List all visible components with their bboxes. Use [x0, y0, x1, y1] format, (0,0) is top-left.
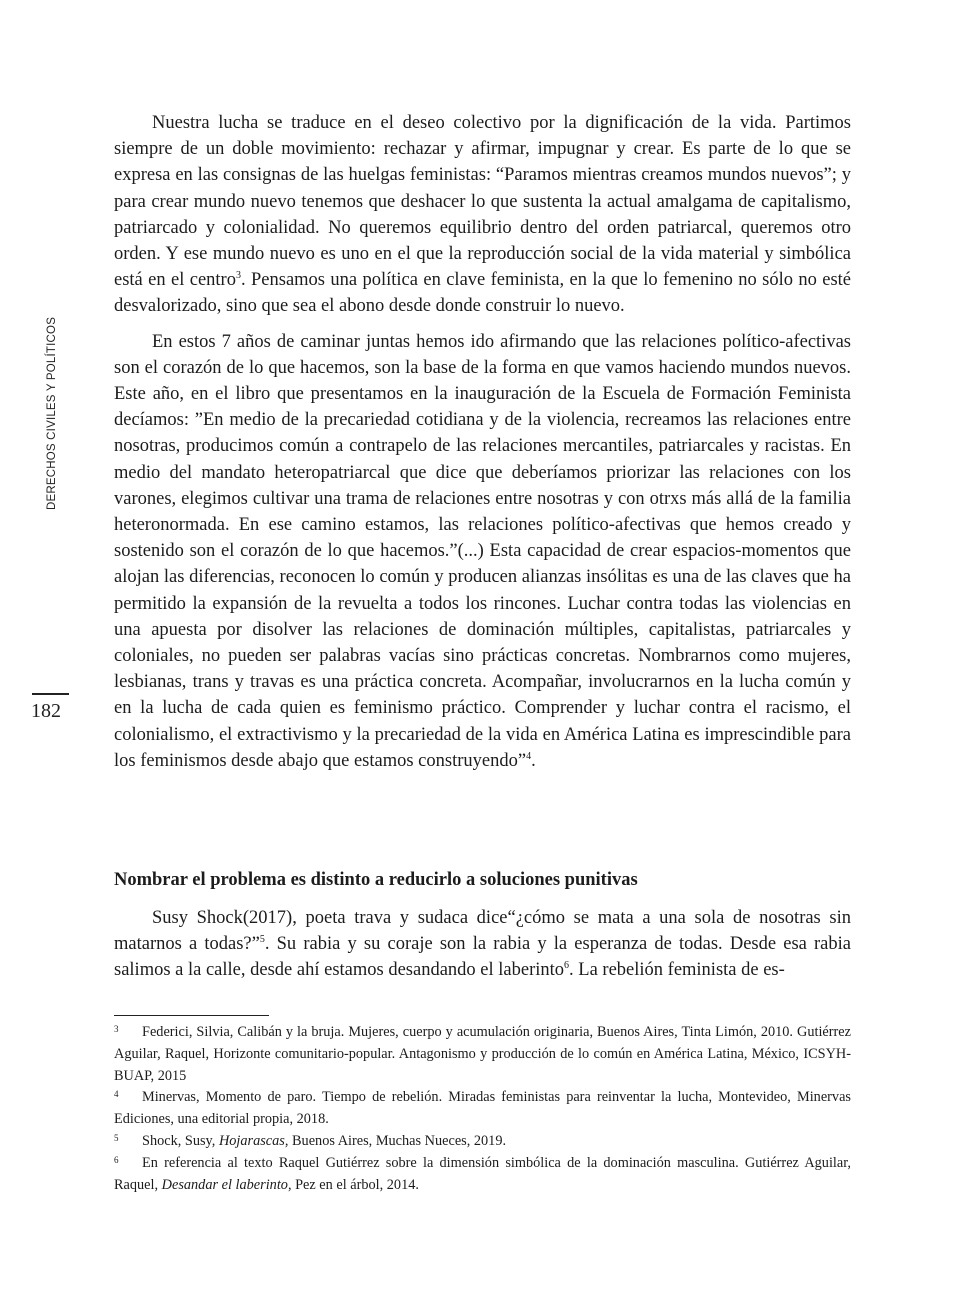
footnote-ref-5[interactable]: 5 — [259, 934, 265, 946]
footnote-text-part: , Pez en el árbol, 2014. — [287, 1176, 419, 1193]
footnote-3 — [114, 1022, 851, 1087]
page-number-rule — [32, 693, 69, 695]
paragraph-text: En estos 7 años de caminar juntas hemos ido afirmando que las relaciones político-afectivas son el corazón de lo que hacemos, son la base de la forma en que vamos haciendo mundos nuevos. Este año, en el libro que presentamos en la inauguración de la Escuela de Formación Feminista decíamos: ”En medio de la precariedad cotidiana y de la violencia, recreamos las relaciones entre nosotras, producimos común a contrapelo de las relaciones mercantiles, patriarcales y racistas. En medio del mandato heteropatriarcal que dice que deberíamos priorizar las relaciones con los varones, elegimos cultivar una trama de relaciones entre nosotras y con otrxs más allá de la familia heteronormada. En ese camino estamos, las relaciones político-afectivas que hemos creado y sostenido son el corazón de lo que hacemos.”(...) Esta capacidad de crear espacios-momentos que alojan las diferencias, reconocen lo común y producen alianzas insólitas es una de las claves que ha permitido la expansión de la revuelta a todos los rincones. Luchar contra todas las violencias en una apuesta por disolver las relaciones de dominación múltiples, capitalistas, patriarcales y coloniales, no pueden ser palabras vacías sino prácticas concretas. Nombrarnos como mujeres, lesbianas, trans y travas es una práctica concreta. Acompañar, involucrarnos en la lucha común y en la lucha de cada quien es feminismo práctico. Comprender y luchar contra el racismo, el colonialismo, el extractivismo y la precariedad de la vida en América Latina es imprescindible para los feminismos desde abajo que estamos construyendo” — [114, 331, 851, 771]
paragraph-text: . Su rabia y su coraje son la rabia y la esperanza de todas. Desde esa rabia salimos a la calle, desde ahí estamos desandando el laberinto — [114, 934, 851, 981]
footnote-6 — [114, 1153, 851, 1197]
page-number: 182 — [31, 700, 61, 722]
footnote-number: 6 — [114, 1154, 119, 1165]
footnote-text-part: , Buenos Aires, Muchas Nueces, 2019. — [284, 1132, 507, 1149]
section-heading: Nombrar el problema es distinto a reducirlo a soluciones punitivas — [114, 870, 638, 890]
footnote-ref-3[interactable]: 3 — [235, 270, 241, 282]
footnote-number: 3 — [114, 1024, 119, 1034]
paragraph-text: . La rebelión feminista de es- — [569, 960, 785, 981]
footnote-ref-6[interactable]: 6 — [564, 960, 570, 972]
footnote-book-title: Desandar el laberinto — [161, 1176, 288, 1193]
paragraph-1 — [114, 110, 851, 320]
body-text-section — [114, 905, 851, 984]
body-text — [114, 110, 851, 774]
paragraph-text: Nuestra lucha se traduce en el deseo colectivo por la dignificación de la vida. Partimos siempre de un doble movimiento: rechazar y afirmar, impugnar y crear. Es parte de lo que se expresa en las consignas de las huelgas feministas: “Paramos mientras creamos mundos nuevos”; y para crear mundo nuevo tenemos que deshacer lo que sustenta la actual amalgama de capitalismo, patriarcado y colonialidad. No queremos equilibrio dentro del orden patriarcal, queremos otro orden. Y ese mundo nuevo es uno en el que la reproducción social de la vida material y simbólica está en el centro — [114, 113, 851, 291]
paragraph-2 — [114, 329, 851, 774]
footnotes — [114, 1022, 851, 1196]
running-head: DERECHOS CIVILES Y POLÍTICOS — [46, 316, 58, 510]
footnote-book-title: Hojarascas — [218, 1132, 285, 1149]
paragraph-text: Susy Shock(2017), poeta trava y sudaca dice“¿cómo se mata a una sola de nosotras sin matarnos a todas?” — [114, 908, 851, 955]
footnote-text — [114, 1131, 851, 1153]
footnote-text: Minervas, Momento de paro. Tiempo de rebelión. Miradas feministas para reinventar la lucha, Montevideo, Minervas Ediciones, una editorial propia, 2018. — [114, 1089, 851, 1128]
footnote-text-part: Shock, Susy, — [142, 1132, 219, 1149]
footnote-separator — [114, 1015, 269, 1016]
footnote-5 — [114, 1131, 851, 1153]
footnote-ref-4[interactable]: 4 — [526, 750, 532, 762]
paragraph-text: . Pensamos una política en clave feminista, en la que lo femenino no sólo no esté desvalorizado, sino que sea el abono desde donde construir lo nuevo. — [114, 270, 852, 317]
footnote-number: 4 — [114, 1089, 119, 1100]
footnote-4 — [114, 1087, 851, 1131]
footnote-text: Federici, Silvia, Calibán y la bruja. Mujeres, cuerpo y acumulación originaria, Buenos Aires, Tinta Limón, 2010. Gutiérrez Aguilar, Raquel, Horizonte comunitario-popular. Antagonismo y producción de lo común en América Latina, México, ICSYH-BUAP, 2015 — [114, 1024, 851, 1084]
footnote-number: 5 — [114, 1132, 119, 1143]
footnote-text-part: En referencia al texto Raquel Gutiérrez sobre la dimensión simbólica de la dominación masculina. Gutiérrez Aguilar, Raquel, — [114, 1154, 851, 1193]
footnote-text — [114, 1153, 851, 1197]
paragraph-text: . — [531, 750, 536, 771]
paragraph-3 — [114, 905, 851, 984]
